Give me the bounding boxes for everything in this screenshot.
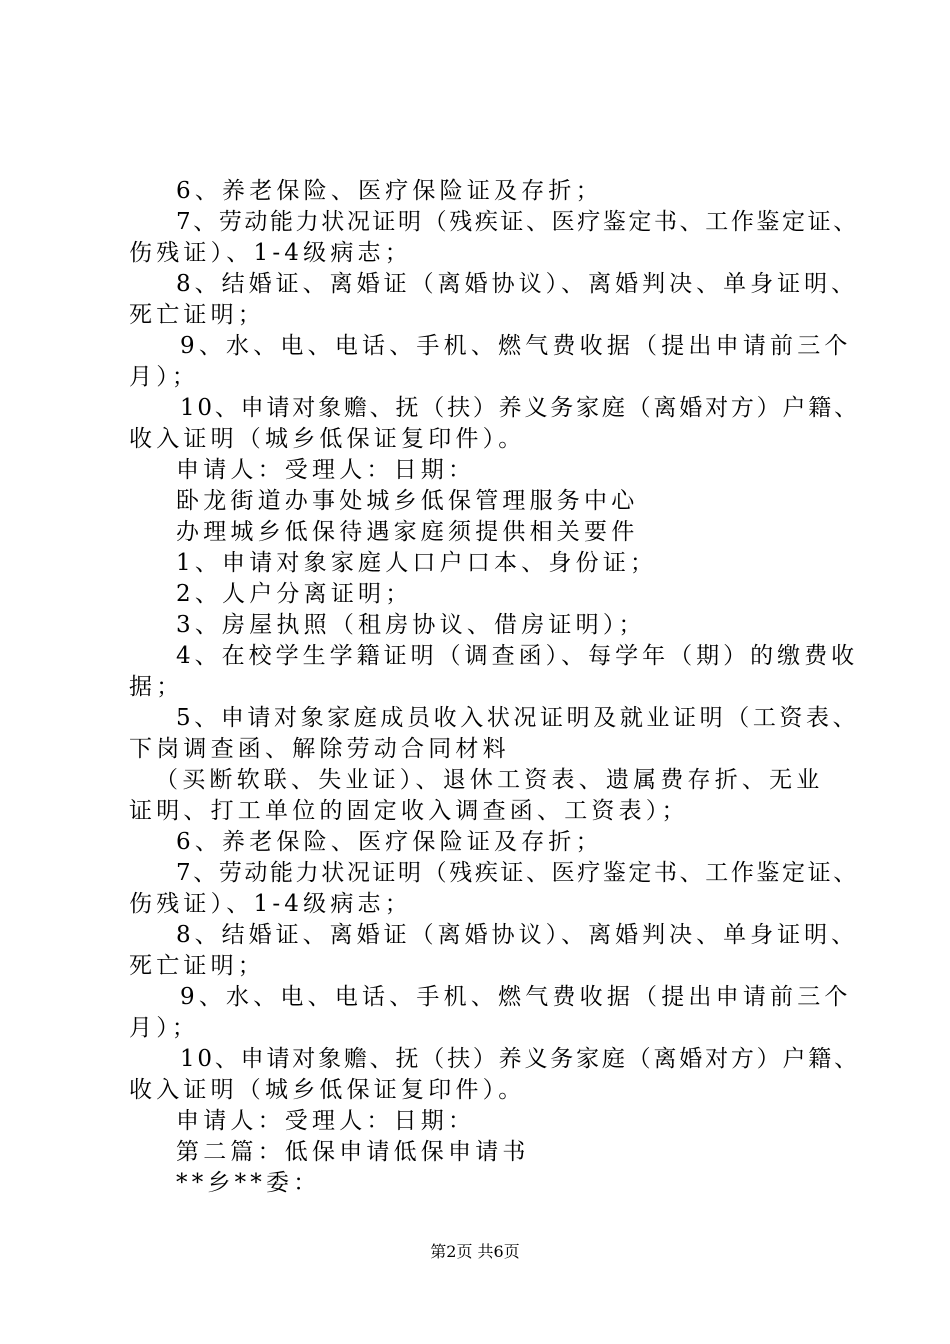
text-line: 伤残证）、1-4级病志； (129, 240, 412, 266)
text-line: 死亡证明； (129, 302, 265, 328)
text-line: 办理城乡低保待遇家庭须提供相关要件 (176, 519, 639, 545)
text-line: 1、申请对象家庭人口户口本、身份证； (176, 550, 658, 576)
text-line: 据； (129, 674, 184, 700)
text-line: 申请人：受理人：日期： (176, 457, 476, 483)
text-line: 8、结婚证、离婚证（离婚协议）、离婚判决、单身证明、 (176, 922, 859, 948)
text-line: 第二篇：低保申请低保申请书 (176, 1139, 530, 1165)
text-line: 6、养老保险、医疗保险证及存折； (176, 829, 603, 855)
text-line: 伤残证）、1-4级病志； (129, 891, 412, 917)
text-line: 证明、打工单位的固定收入调查函、工资表）； (129, 798, 689, 824)
text-line: 收入证明（城乡低保证复印件）。 (129, 1077, 526, 1103)
text-line: 9、水、电、电话、手机、燃气费收据（提出申请前三个 (180, 984, 852, 1010)
text-line: 8、结婚证、离婚证（离婚协议）、离婚判决、单身证明、 (176, 271, 859, 297)
text-line: 5、申请对象家庭成员收入状况证明及就业证明（工资表、 (176, 705, 860, 731)
text-line: 卧龙街道办事处城乡低保管理服务中心 (176, 488, 639, 514)
text-line: 月）； (129, 1015, 200, 1041)
text-line: 下岗调查函、解除劳动合同材料 (129, 736, 510, 762)
text-line: 3、房屋执照（租房协议、借房证明）； (176, 612, 646, 638)
text-line: 2、人户分离证明； (176, 581, 413, 607)
text-line: 7、劳动能力状况证明（残疾证、医疗鉴定书、工作鉴定证、 (176, 860, 859, 886)
text-line: 死亡证明； (129, 953, 265, 979)
text-line: 7、劳动能力状况证明（残疾证、医疗鉴定书、工作鉴定证、 (176, 209, 859, 235)
text-line: 申请人：受理人：日期： (176, 1108, 476, 1134)
text-line: 4、在校学生学籍证明（调查函）、每学年（期）的缴费收 (176, 643, 859, 669)
text-line: 10、申请对象赡、抚（扶）养义务家庭（离婚对方）户籍、 (180, 395, 860, 421)
text-line: 6、养老保险、医疗保险证及存折； (176, 178, 603, 204)
text-line: **乡**委： (176, 1170, 321, 1196)
page-number: 第2页 共6页 (430, 1242, 520, 1261)
text-line: 月）； (129, 364, 200, 390)
text-line: （买断软联、失业证）、退休工资表、遗属费存折、无业 (155, 767, 824, 793)
text-line: 收入证明（城乡低保证复印件）。 (129, 426, 526, 452)
text-line: 9、水、电、电话、手机、燃气费收据（提出申请前三个 (180, 333, 852, 359)
text-line: 10、申请对象赡、抚（扶）养义务家庭（离婚对方）户籍、 (180, 1046, 860, 1072)
